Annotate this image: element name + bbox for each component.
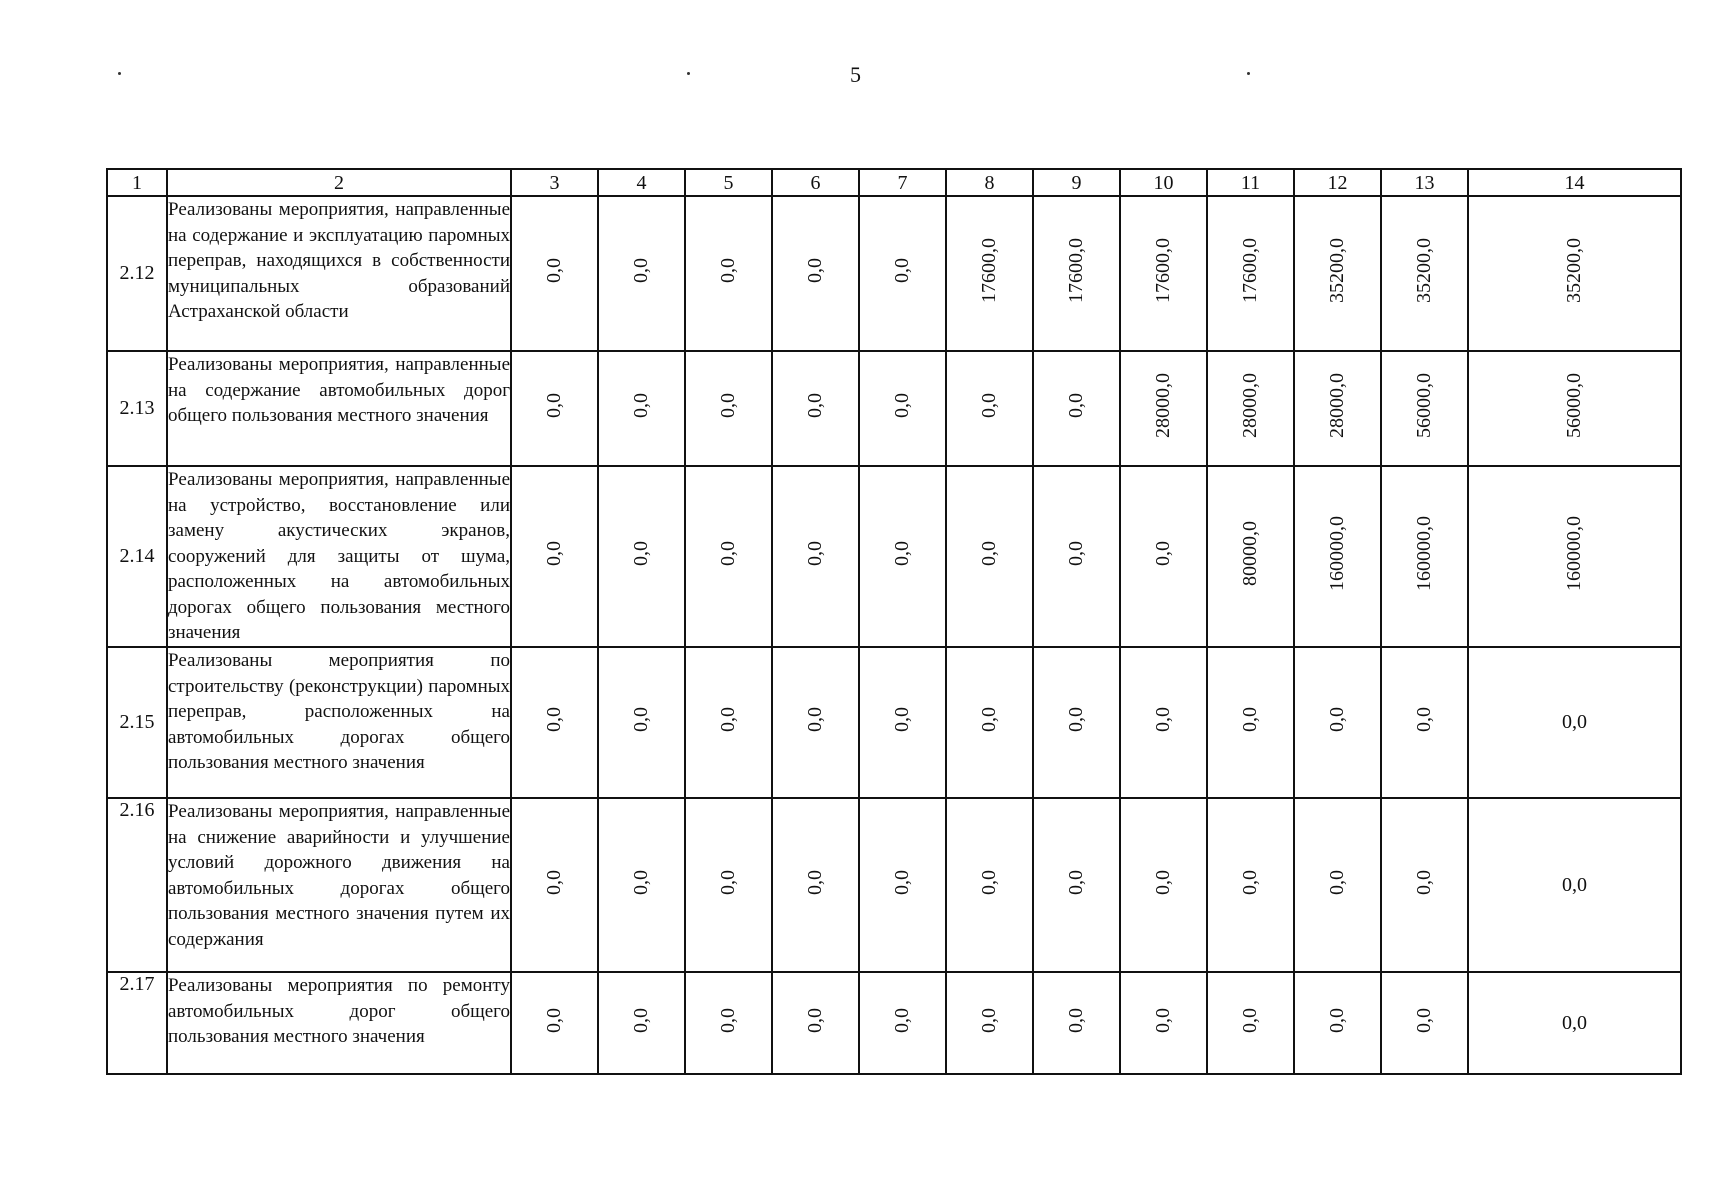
column-header: 6: [772, 169, 859, 196]
cell-value: 0,0: [717, 869, 739, 895]
cell-value: 0,0: [978, 1007, 1000, 1033]
row-number: 2.14: [107, 466, 167, 647]
table-row: [107, 466, 1681, 647]
value-cell: [1207, 466, 1294, 647]
value-cell: [1294, 972, 1381, 1074]
cell-value: 0,0: [1326, 869, 1348, 895]
cell-value: 0,0: [804, 393, 826, 418]
value-cell: [685, 196, 772, 351]
row-description: Реализованы мероприятия, направленные на содержание и эксплуатацию паромных переправ, находящихся в собственности муниципальных образований Астраханской области: [167, 196, 511, 351]
row-number: 2.13: [107, 351, 167, 466]
cell-value: 0,0: [804, 1007, 826, 1033]
value-cell: [685, 466, 772, 647]
value-cell: [1294, 466, 1381, 647]
value-cell: [1120, 972, 1207, 1074]
column-header: 13: [1381, 169, 1468, 196]
cell-value: 0,0: [717, 393, 739, 418]
row-number: 2.16: [107, 798, 167, 972]
table-header: [107, 169, 1681, 196]
value-cell: [1381, 798, 1468, 972]
page-number: 5: [850, 62, 861, 87]
value-cell: [946, 351, 1033, 466]
cell-value: 17600,0: [1065, 238, 1087, 303]
cell-value: 0,0: [978, 541, 1000, 566]
cell-value: 28000,0: [1326, 373, 1348, 438]
cell-value: 0,0: [1413, 707, 1435, 732]
table-row: [107, 196, 1681, 351]
value-cell: [1033, 798, 1120, 972]
value-cell: [946, 972, 1033, 1074]
value-cell: [511, 798, 598, 972]
value-cell: [685, 972, 772, 1074]
value-cell: [1294, 647, 1381, 798]
value-cell: [1033, 196, 1120, 351]
cell-value: 0,0: [804, 541, 826, 566]
value-cell: [772, 466, 859, 647]
value-cell: [859, 466, 946, 647]
cell-value: 0,0: [630, 541, 652, 566]
column-header: 1: [107, 169, 167, 196]
value-cell: [859, 972, 946, 1074]
cell-value: 0,0: [1152, 707, 1174, 732]
cell-value: 56000,0: [1413, 373, 1435, 438]
value-cell: [1468, 972, 1681, 1074]
value-cell: [946, 466, 1033, 647]
column-header: 4: [598, 169, 685, 196]
cell-value: 160000,0: [1326, 516, 1348, 591]
column-header: 8: [946, 169, 1033, 196]
cell-value: 0,0: [543, 541, 565, 566]
cell-value: 0,0: [804, 869, 826, 895]
cell-value: 0,0: [1562, 1011, 1587, 1034]
cell-value: 0,0: [630, 1007, 652, 1033]
value-cell: [598, 798, 685, 972]
value-cell: [598, 196, 685, 351]
cell-value: 35200,0: [1326, 238, 1348, 303]
cell-value: 160000,0: [1413, 516, 1435, 591]
value-cell: [1468, 647, 1681, 798]
value-cell: [772, 972, 859, 1074]
cell-value: 0,0: [804, 258, 826, 283]
value-cell: [859, 647, 946, 798]
cell-value: 0,0: [1562, 873, 1587, 896]
cell-value: 0,0: [1065, 393, 1087, 418]
cell-value: 0,0: [891, 869, 913, 895]
cell-value: 0,0: [891, 541, 913, 566]
value-cell: [685, 647, 772, 798]
table-row: [107, 647, 1681, 798]
cell-value: 0,0: [804, 707, 826, 732]
header-row: [107, 169, 1681, 196]
cell-value: 0,0: [1065, 869, 1087, 895]
value-cell: [1468, 798, 1681, 972]
cell-value: 0,0: [891, 393, 913, 418]
cell-value: 0,0: [630, 869, 652, 895]
cell-value: 17600,0: [978, 238, 1000, 303]
value-cell: [1294, 798, 1381, 972]
column-header: 12: [1294, 169, 1381, 196]
cell-value: 17600,0: [1239, 238, 1261, 303]
value-cell: [1468, 466, 1681, 647]
value-cell: [1468, 351, 1681, 466]
value-cell: [598, 466, 685, 647]
value-cell: [1207, 647, 1294, 798]
cell-value: 0,0: [1413, 869, 1435, 895]
value-cell: [1381, 972, 1468, 1074]
value-cell: [946, 196, 1033, 351]
table-row: [107, 798, 1681, 972]
cell-value: 0,0: [891, 1007, 913, 1033]
value-cell: [685, 351, 772, 466]
value-cell: [685, 798, 772, 972]
cell-value: 0,0: [1065, 541, 1087, 566]
value-cell: [946, 798, 1033, 972]
row-description: Реализованы мероприятия по строительству (реконструкции) паромных переправ, расположенных на автомобильных дорогах общего пользования местного значения: [167, 647, 511, 798]
row-description: Реализованы мероприятия, направленные на снижение аварийности и улучшение условий дорожного движения на автомобильных дорогах общего пользования местного значения путем их содержания: [167, 798, 511, 972]
value-cell: [859, 196, 946, 351]
value-cell: [1033, 972, 1120, 1074]
cell-value: 0,0: [1562, 711, 1587, 733]
cell-value: 0,0: [717, 258, 739, 283]
value-cell: [1207, 798, 1294, 972]
table-row: [107, 972, 1681, 1074]
cell-value: 0,0: [1239, 707, 1261, 732]
cell-value: 0,0: [1152, 541, 1174, 566]
row-number: 2.12: [107, 196, 167, 351]
cell-value: 0,0: [543, 1007, 565, 1033]
cell-value: 0,0: [543, 258, 565, 283]
value-cell: [859, 798, 946, 972]
scan-speck: [1247, 72, 1250, 75]
cell-value: 0,0: [978, 393, 1000, 418]
value-cell: [511, 351, 598, 466]
value-cell: [1468, 196, 1681, 351]
cell-value: 0,0: [1239, 869, 1261, 895]
cell-value: 0,0: [543, 869, 565, 895]
table-row: [107, 351, 1681, 466]
scan-speck: [118, 72, 121, 75]
value-cell: [1294, 351, 1381, 466]
value-cell: [1120, 647, 1207, 798]
cell-value: 0,0: [630, 707, 652, 732]
value-cell: [1381, 351, 1468, 466]
cell-value: 160000,0: [1563, 516, 1585, 591]
cell-value: 0,0: [891, 258, 913, 283]
cell-value: 0,0: [717, 707, 739, 732]
value-cell: [1033, 647, 1120, 798]
value-cell: [598, 351, 685, 466]
column-header: 2: [167, 169, 511, 196]
cell-value: 0,0: [1326, 1007, 1348, 1033]
cell-value: 0,0: [717, 541, 739, 566]
column-header: 5: [685, 169, 772, 196]
value-cell: [1207, 196, 1294, 351]
row-description: Реализованы мероприятия по ремонту автомобильных дорог общего пользования местного значения: [167, 972, 511, 1074]
value-cell: [1207, 972, 1294, 1074]
cell-value: 0,0: [717, 1007, 739, 1033]
column-header: 11: [1207, 169, 1294, 196]
cell-value: 0,0: [630, 258, 652, 283]
value-cell: [511, 196, 598, 351]
row-description: Реализованы мероприятия, направленные на устройство, восстановление или замену акустических экранов, сооружений для защиты от шума, расположенных на автомобильных дорогах общего пользования местного значения: [167, 466, 511, 647]
value-cell: [1294, 196, 1381, 351]
cell-value: 17600,0: [1152, 238, 1174, 303]
data-table: [106, 168, 1682, 1075]
cell-value: 0,0: [1065, 707, 1087, 732]
cell-value: 0,0: [543, 393, 565, 418]
cell-value: 56000,0: [1563, 373, 1585, 438]
row-number: 2.17: [107, 972, 167, 1074]
value-cell: [598, 972, 685, 1074]
value-cell: [1381, 466, 1468, 647]
value-cell: [946, 647, 1033, 798]
value-cell: [1381, 196, 1468, 351]
value-cell: [511, 647, 598, 798]
cell-value: 28000,0: [1239, 373, 1261, 438]
column-header: 3: [511, 169, 598, 196]
value-cell: [1033, 351, 1120, 466]
value-cell: [1381, 647, 1468, 798]
value-cell: [598, 647, 685, 798]
cell-value: 80000,0: [1239, 521, 1261, 586]
table-body: [107, 196, 1681, 1074]
column-header: 10: [1120, 169, 1207, 196]
row-number: 2.15: [107, 647, 167, 798]
cell-value: 0,0: [1413, 1007, 1435, 1033]
value-cell: [1033, 466, 1120, 647]
cell-value: 0,0: [1065, 1007, 1087, 1033]
value-cell: [1120, 196, 1207, 351]
value-cell: [1120, 466, 1207, 647]
value-cell: [1120, 351, 1207, 466]
row-description: Реализованы мероприятия, направленные на содержание автомобильных дорог общего пользования местного значения: [167, 351, 511, 466]
cell-value: 0,0: [978, 869, 1000, 895]
cell-value: 0,0: [978, 707, 1000, 732]
value-cell: [772, 798, 859, 972]
value-cell: [511, 972, 598, 1074]
value-cell: [772, 647, 859, 798]
scan-speck: [687, 72, 690, 75]
value-cell: [511, 466, 598, 647]
cell-value: 0,0: [1239, 1007, 1261, 1033]
value-cell: [1207, 351, 1294, 466]
column-header: 7: [859, 169, 946, 196]
cell-value: 0,0: [1152, 1007, 1174, 1033]
cell-value: 35200,0: [1563, 238, 1585, 303]
value-cell: [1120, 798, 1207, 972]
cell-value: 0,0: [543, 707, 565, 732]
value-cell: [772, 351, 859, 466]
column-header: 14: [1468, 169, 1681, 196]
cell-value: 35200,0: [1413, 238, 1435, 303]
value-cell: [772, 196, 859, 351]
cell-value: 28000,0: [1152, 373, 1174, 438]
cell-value: 0,0: [1326, 707, 1348, 732]
cell-value: 0,0: [891, 707, 913, 732]
cell-value: 0,0: [1152, 869, 1174, 895]
value-cell: [859, 351, 946, 466]
column-header: 9: [1033, 169, 1120, 196]
cell-value: 0,0: [630, 393, 652, 418]
